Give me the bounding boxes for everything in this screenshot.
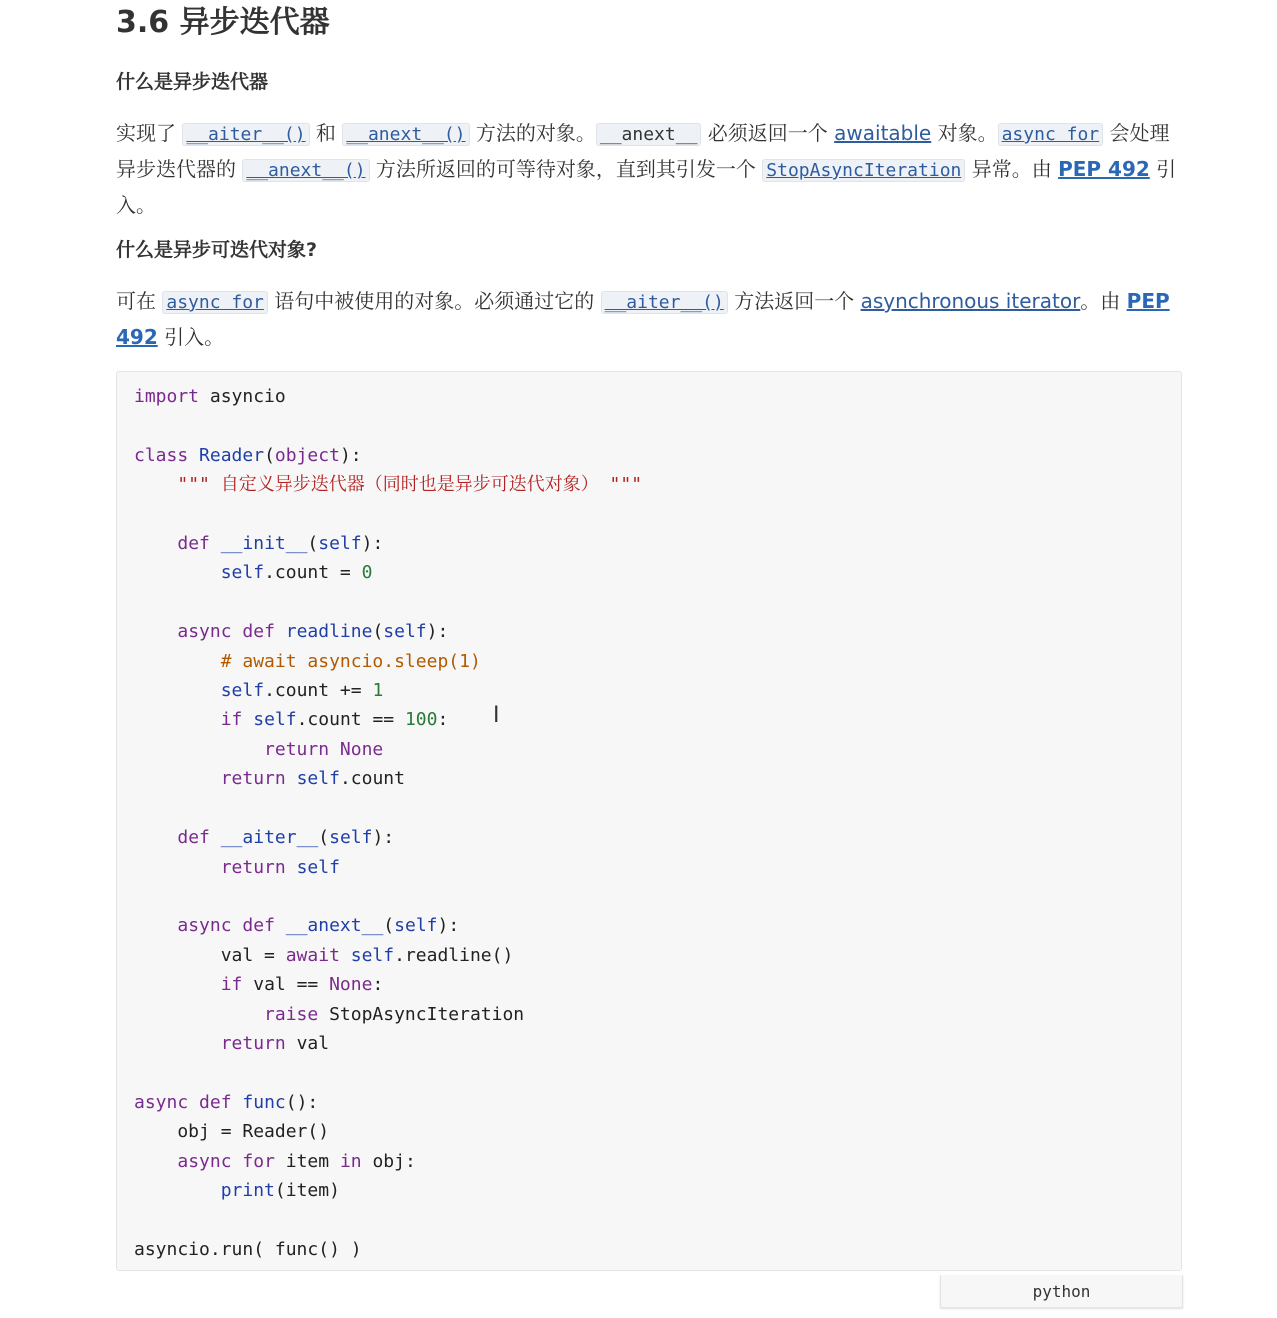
paragraph-async-iterator: [116, 116, 1182, 222]
text: 引入。: [157, 325, 225, 349]
text: 可在: [116, 289, 163, 313]
section-heading: 3.6 异步迭代器: [116, 5, 330, 40]
paragraph-async-iterable: [116, 284, 1182, 354]
awaitable-link[interactable]: awaitable: [834, 121, 932, 145]
async-for-link[interactable]: async for: [998, 123, 1104, 146]
anext-code: __anext__: [596, 123, 702, 146]
text: 方法所返回的可等待对象，直到其引发一个: [369, 157, 763, 181]
question-async-iterator: 什么是异步迭代器: [116, 71, 269, 93]
question-async-iterable: 什么是异步可迭代对象?: [116, 239, 318, 261]
stopasynciteration-link[interactable]: StopAsyncIteration: [762, 159, 965, 182]
text: 方法的对象。: [469, 121, 596, 145]
anext-link[interactable]: __anext__(): [342, 123, 469, 146]
aiter-link-2[interactable]: __aiter__(): [601, 291, 728, 314]
pep-492-link-2[interactable]: PEP 492: [116, 289, 1170, 349]
text: 方法返回一个: [727, 289, 861, 313]
code-comment: # await asyncio.sleep(1): [220, 650, 481, 672]
text: 引入。: [116, 157, 1177, 217]
text: 。由: [1080, 289, 1127, 313]
text: 异常。由: [965, 157, 1059, 181]
text: 和: [309, 121, 343, 145]
text: 实现了: [116, 121, 183, 145]
docstring: """ 自定义异步迭代器（同时也是异步可迭代对象） """: [177, 474, 643, 496]
article: [116, 0, 1182, 1260]
pep-492-link[interactable]: PEP 492: [1058, 157, 1150, 181]
text: 语句中被使用的对象。必须通过它的: [267, 289, 601, 313]
asynchronous-iterator-link[interactable]: asynchronous iterator: [860, 289, 1081, 313]
text: 对象。: [931, 121, 998, 145]
text: 会处理异步迭代器的: [116, 121, 1170, 181]
text: 必须返回一个: [701, 121, 835, 145]
code-block[interactable]: [116, 371, 1182, 1271]
async-for-link-2[interactable]: async for: [162, 291, 268, 314]
text-cursor-icon: I: [493, 703, 500, 728]
code-content[interactable]: import asyncio class Reader(object): """ 自定义异步迭代器（同时也是异步可迭代对象） """ def __init__(self): self.count = 0 async def readline(self): # await asyncio.sleep(1) self.count += 1 if self.count == 100: return None return self.count def __aiter__(self): return self async def __anext__(self): val = await self.readline() if val == None: raise StopAsyncIteration return val async def func(): obj = Reader() async for item in obj: print(item) asyncio.run( func() ): [134, 386, 643, 1260]
aiter-link[interactable]: __aiter__(): [182, 123, 309, 146]
language-badge[interactable]: python: [940, 1275, 1183, 1308]
anext-link-2[interactable]: __anext__(): [242, 159, 369, 182]
